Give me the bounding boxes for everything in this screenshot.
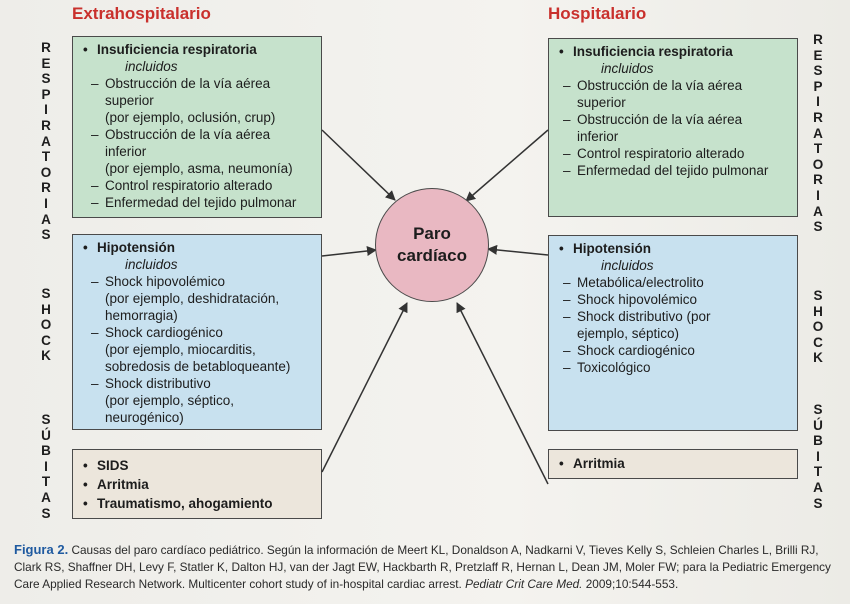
side-letter: S: [41, 227, 51, 243]
center-line-1: Paro: [413, 224, 451, 243]
side-letter: I: [816, 187, 820, 203]
list-item-continuation: (por ejemplo, séptico,: [105, 393, 235, 408]
side-letter: A: [41, 489, 51, 505]
list-item: – Shock cardiogénico: [83, 324, 313, 341]
list-item: – Shock distributivo: [83, 375, 313, 392]
caption-label: Figura 2.: [14, 542, 69, 557]
list-item-continuation: neurogénico): [105, 410, 184, 425]
side-letter: I: [44, 458, 48, 474]
list-item-continuation: (por ejemplo, deshidratación,: [105, 291, 280, 306]
side-letter: H: [813, 303, 823, 319]
caption-text: Causas del paro cardíaco pediátrico. Según la información de Meert KL, Donaldson A, Nadkarni V, Tieves Kelly S, Schleien Charles L, Brilli RJ, Clark RS, Shaffner DH, Levy F, Statler K, Dalton HJ, van der Jagt EW, Hackbarth R, Pretzlaff R, Hernan L, Dean JM, Moler FW; para la Pediatric Emergency Care Applied Research Network. Multicenter cohort study of in-hospital cardiac arrest.: [14, 543, 831, 591]
figure-caption: [14, 541, 840, 593]
list-item: – Shock distributivo (por: [559, 308, 789, 325]
arrow-right-respiratory: [466, 130, 548, 201]
list-item-continuation: superior: [105, 93, 154, 108]
included-label: incluidos: [601, 258, 654, 273]
side-letter: T: [813, 141, 823, 157]
side-letter: S: [813, 63, 823, 79]
side-letter: S: [41, 286, 51, 301]
sudden-cause-item: • Arritmia: [83, 475, 313, 494]
list-item: – Shock cardiogénico: [559, 342, 789, 359]
side-letter: C: [813, 334, 823, 350]
side-letter: P: [813, 78, 823, 94]
side-letter: R: [813, 32, 823, 47]
side-letter: K: [41, 348, 51, 364]
list-item: – Control respiratorio alterado: [559, 145, 789, 162]
side-letter: S: [813, 402, 823, 417]
list-item: – Obstrucción de la vía aérea: [83, 75, 313, 92]
list-item-continuation: ejemplo, séptico): [577, 326, 680, 341]
side-letter: S: [813, 219, 823, 235]
side-letter: Ú: [813, 417, 823, 433]
side-letter: T: [41, 474, 51, 490]
side-letter: O: [40, 164, 52, 180]
arrow-right-sudden: [457, 303, 548, 484]
side-letter: I: [816, 94, 820, 110]
sudden-cause-item: • Traumatismo, ahogamiento: [83, 494, 313, 513]
side-letter: R: [41, 117, 51, 133]
list-item-continuation: inferior: [577, 129, 619, 144]
list-item-continuation: superior: [577, 95, 626, 110]
side-letter: I: [816, 448, 820, 464]
box-title: • Insuficiencia respiratoria: [83, 41, 313, 58]
side-letter: O: [812, 156, 824, 172]
sudden-cause-item: • Arritmia: [559, 454, 789, 473]
header-hospitalario: Hospitalario: [548, 4, 647, 23]
box-title: • Hipotensión: [559, 240, 789, 257]
list-item-continuation: sobredosis de betabloqueante): [105, 359, 291, 374]
list-item-continuation: inferior: [105, 144, 147, 159]
side-letter: H: [41, 301, 51, 317]
side-letter: O: [812, 319, 824, 335]
caption-ref: 2009;10:544-553.: [582, 577, 679, 591]
side-letter: A: [813, 203, 823, 219]
caption-journal: Pediatr Crit Care Med.: [465, 577, 583, 591]
list-item: – Metabólica/electrolito: [559, 274, 789, 291]
list-item: – Obstrucción de la vía aérea: [83, 126, 313, 143]
list-item: – Shock hipovolémico: [83, 273, 313, 290]
side-letter: A: [41, 211, 51, 227]
side-letter: S: [813, 495, 823, 511]
list-item-continuation: (por ejemplo, asma, neumonía): [105, 161, 293, 176]
side-letter: I: [44, 102, 48, 118]
included-label: incluidos: [125, 59, 178, 74]
arrow-right-shock: [488, 249, 548, 255]
side-letter: R: [813, 109, 823, 125]
side-letter: B: [41, 443, 51, 459]
center-line-2: cardíaco: [397, 246, 467, 265]
side-letter: R: [41, 180, 51, 196]
side-letter: R: [41, 40, 51, 55]
list-item: – Obstrucción de la vía aérea: [559, 111, 789, 128]
included-label: incluidos: [125, 257, 178, 272]
side-letter: E: [813, 47, 823, 63]
list-item: – Obstrucción de la vía aérea: [559, 77, 789, 94]
side-letter: E: [41, 55, 51, 71]
list-item: – Shock hipovolémico: [559, 291, 789, 308]
side-letter: T: [41, 149, 51, 165]
included-label: incluidos: [601, 61, 654, 76]
side-letter: B: [813, 433, 823, 449]
side-letter: T: [813, 464, 823, 480]
side-letter: S: [813, 288, 823, 303]
side-letter: A: [813, 125, 823, 141]
list-item: – Enfermedad del tejido pulmonar: [83, 194, 313, 211]
sudden-cause-item: • SIDS: [83, 456, 313, 475]
list-item-continuation: hemorragia): [105, 308, 178, 323]
side-letter: A: [41, 133, 51, 149]
side-letter: O: [40, 317, 52, 333]
side-letter: S: [41, 505, 51, 521]
list-item: – Toxicológico: [559, 359, 789, 376]
side-letter: Ú: [41, 427, 51, 443]
side-letter: A: [813, 479, 823, 495]
arrow-left-sudden: [322, 303, 407, 472]
arrow-left-respiratory: [322, 130, 395, 200]
paro-cardiaco-circle: [375, 188, 489, 302]
list-item-continuation: (por ejemplo, miocarditis,: [105, 342, 256, 357]
header-extrahospitalario: Extrahospitalario: [72, 4, 211, 23]
box-title: • Insuficiencia respiratoria: [559, 43, 789, 60]
list-item: – Control respiratorio alterado: [83, 177, 313, 194]
box-title: • Hipotensión: [83, 239, 313, 256]
side-letter: P: [41, 86, 51, 102]
side-letter: S: [41, 71, 51, 87]
list-item: – Enfermedad del tejido pulmonar: [559, 162, 789, 179]
side-letter: S: [41, 412, 51, 427]
arrow-left-shock: [322, 250, 376, 256]
side-letter: C: [41, 332, 51, 348]
side-letter: K: [813, 350, 823, 366]
side-letter: I: [44, 195, 48, 211]
list-item-continuation: (por ejemplo, oclusión, crup): [105, 110, 276, 125]
side-letter: R: [813, 172, 823, 188]
